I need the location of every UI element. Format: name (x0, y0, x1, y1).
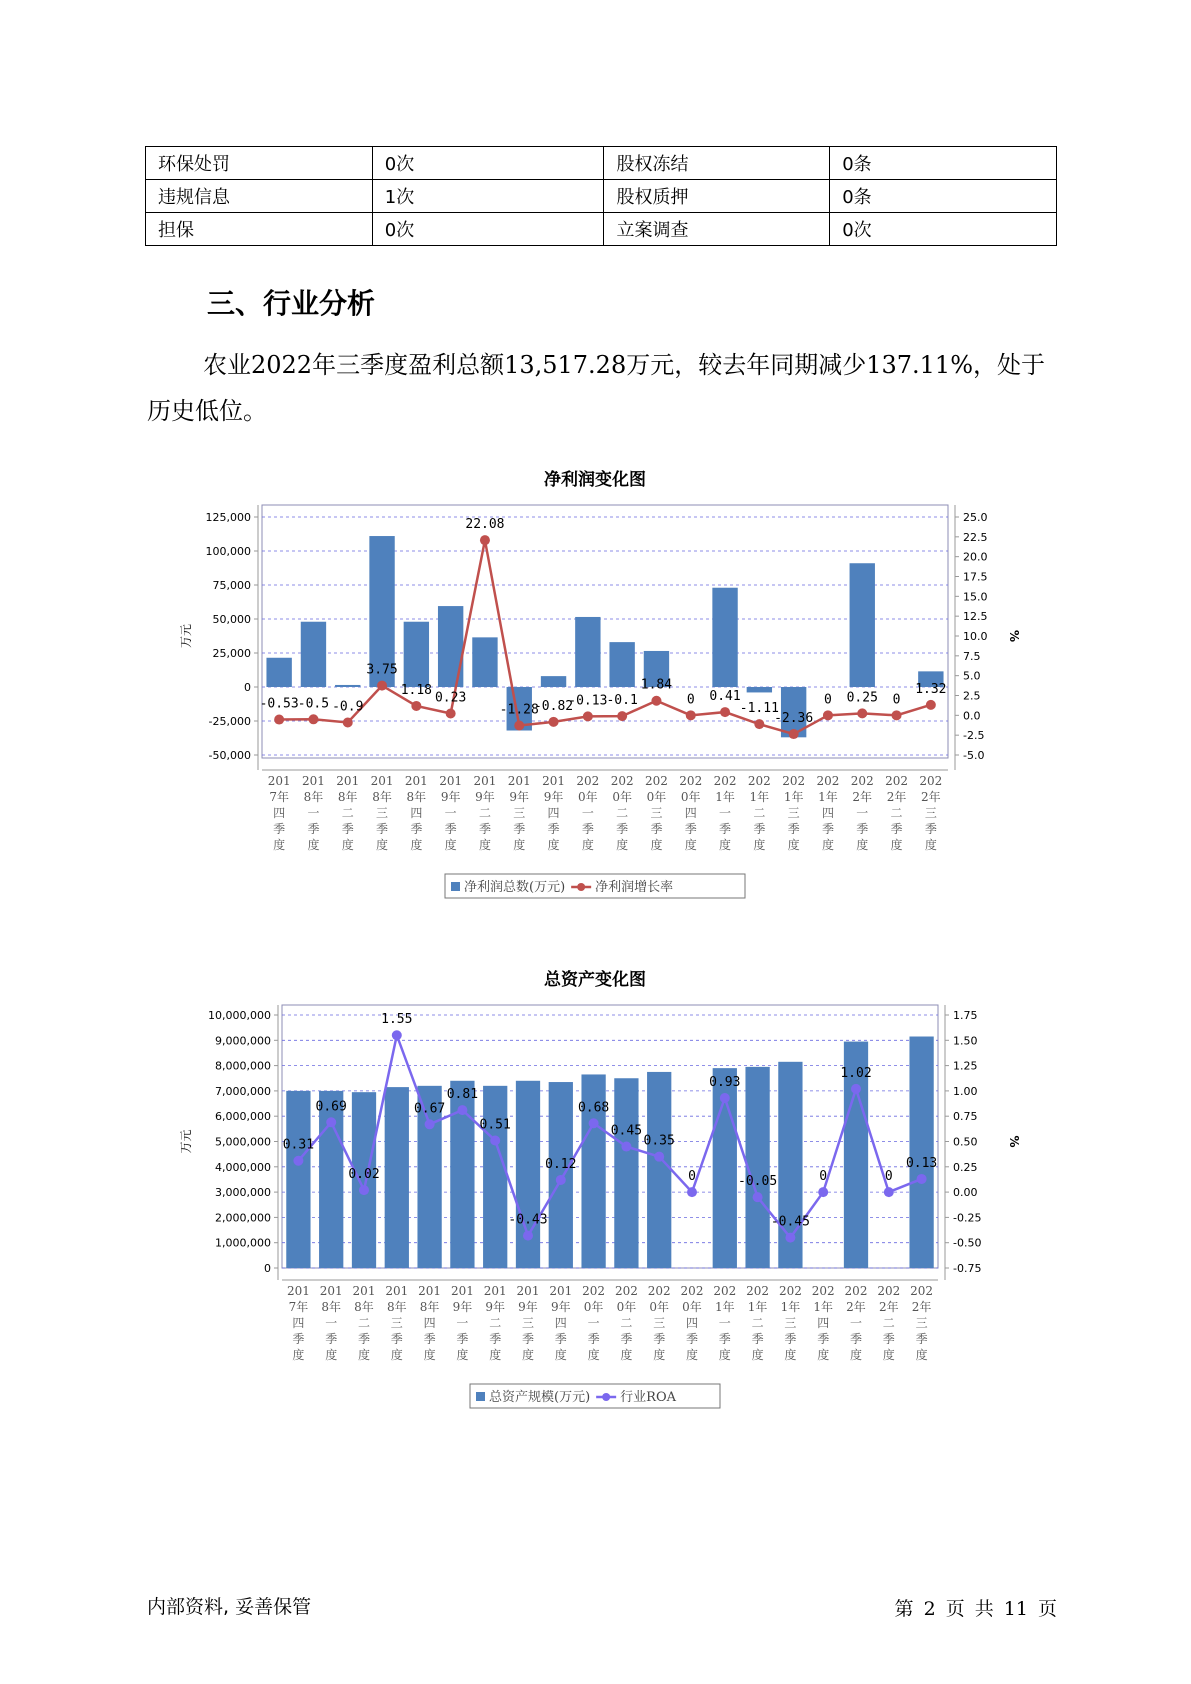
data-label: -2.36 (774, 711, 814, 727)
data-label: 1.32 (915, 681, 947, 697)
y2-tick-label: 0.00 (953, 1186, 978, 1200)
y2-tick-label: -2.5 (963, 729, 985, 743)
table-cell: 0条 (830, 147, 1057, 180)
y2-tick-label: 0.75 (953, 1110, 978, 1124)
line-point (326, 1117, 336, 1127)
line-point (926, 700, 936, 710)
x-tick-label: 202 2年一季度 (844, 1284, 868, 1362)
x-tick-label: 201 9年二季度 (473, 774, 497, 852)
data-label: 1.84 (640, 677, 673, 693)
table-cell: 0次 (830, 213, 1057, 246)
legend-swatch-bar (476, 1392, 485, 1401)
table-cell: 0条 (830, 180, 1057, 213)
line-point (851, 1084, 861, 1094)
total-assets-chart (0, 955, 1191, 1415)
y-tick-label: -25,000 (208, 715, 251, 728)
line-point (514, 720, 524, 730)
data-label: -0.05 (738, 1174, 778, 1190)
x-tick-label: 201 9年三季度 (516, 1284, 540, 1362)
x-tick-label: 202 1年二季度 (747, 774, 771, 852)
data-label: 1.55 (381, 1012, 413, 1028)
data-label: 0.31 (282, 1137, 315, 1153)
bar (647, 1072, 671, 1268)
table-cell: 担保 (146, 213, 373, 246)
table-cell: 0次 (372, 213, 604, 246)
y2-axis-title: % (1007, 1135, 1021, 1148)
data-label: 22.08 (465, 517, 505, 533)
x-tick-label: 202 0年三季度 (644, 774, 668, 852)
x-tick-label: 201 8年二季度 (352, 1284, 376, 1362)
y2-tick-label: 0.50 (953, 1135, 978, 1149)
y2-tick-label: 10.0 (963, 630, 988, 643)
data-label: -1.11 (739, 701, 779, 717)
line-point (917, 1174, 927, 1184)
line-point (480, 535, 490, 545)
table-cell: 股权冻结 (604, 147, 830, 180)
line-point (884, 1187, 894, 1197)
data-label: 0 (884, 1169, 893, 1185)
chart-title: 总资产变化图 (544, 970, 646, 990)
data-label: 0 (688, 1169, 696, 1185)
data-label: 1.18 (400, 682, 433, 698)
data-label: 0.67 (413, 1101, 446, 1117)
x-tick-label: 202 1年四季度 (811, 1284, 835, 1362)
data-label: 0.51 (479, 1117, 511, 1133)
y-tick-label: 0 (244, 681, 251, 694)
y-tick-label: 25,000 (212, 647, 251, 660)
y2-tick-label: -0.75 (953, 1262, 982, 1275)
x-tick-label: 201 8年三季度 (385, 1284, 409, 1362)
x-tick-label: 202 2年三季度 (910, 1284, 934, 1362)
bar (614, 1078, 638, 1268)
y-tick-label: -50,000 (208, 749, 251, 762)
line-point (549, 717, 559, 727)
y2-tick-label: 7.5 (963, 649, 981, 663)
risk-info-table (145, 146, 1057, 246)
line-point (621, 1142, 631, 1152)
chart-title: 净利润变化图 (544, 470, 646, 490)
y-axis-title: 万元 (179, 623, 193, 649)
bar (909, 1037, 933, 1268)
y2-tick-label: 1.50 (953, 1034, 978, 1048)
x-tick-label: 202 1年二季度 (746, 1284, 770, 1362)
bar (483, 1086, 507, 1268)
x-tick-label: 202 1年一季度 (713, 1284, 737, 1362)
y2-tick-label: 17.5 (963, 570, 988, 584)
bar (335, 685, 360, 687)
line-point (589, 1118, 599, 1128)
footer-page-number: 第 2 页 共 11 页 (894, 1598, 1057, 1620)
y2-tick-label: 25.0 (963, 511, 988, 524)
bar (609, 642, 634, 687)
legend-swatch-point (577, 883, 585, 891)
x-tick-label: 201 8年一季度 (301, 774, 325, 852)
y-tick-label: 9,000,000 (215, 1034, 271, 1048)
data-label: 1.02 (840, 1065, 872, 1081)
table-cell: 违规信息 (146, 180, 373, 213)
table-row (146, 213, 1057, 246)
x-tick-label: 201 7年四季度 (286, 1284, 310, 1362)
data-label: -0.5 (297, 696, 330, 712)
line-point (556, 1175, 566, 1185)
line-point (654, 1152, 664, 1162)
x-tick-label: 202 1年四季度 (816, 774, 840, 852)
analysis-paragraph: 农业2022年三季度盈利总额13,517.28万元，较去年同期减少137.11%，处于历史低位。 (147, 351, 1046, 425)
bar (745, 1067, 769, 1268)
y2-tick-label: 1.25 (953, 1059, 978, 1073)
line-point (823, 710, 833, 720)
table-cell: 环保处罚 (146, 147, 373, 180)
line-point (411, 701, 421, 711)
y-tick-label: 50,000 (212, 613, 251, 626)
y-tick-label: 75,000 (212, 579, 251, 592)
y2-tick-label: -0.50 (953, 1236, 982, 1250)
y-tick-label: 10,000,000 (208, 1009, 271, 1022)
data-label: 0.93 (709, 1074, 741, 1090)
x-tick-label: 202 0年一季度 (576, 774, 600, 852)
legend-label: 净利润总数(万元) (464, 880, 566, 895)
x-tick-label: 202 1年三季度 (778, 1284, 802, 1362)
x-tick-label: 201 7年四季度 (267, 774, 291, 852)
x-tick-label: 201 9年一季度 (450, 1284, 474, 1362)
footer-confidential-note: 内部资料, 妥善保管 (147, 1596, 312, 1618)
x-tick-label: 202 2年二季度 (885, 774, 909, 852)
data-label: 0.02 (348, 1167, 380, 1183)
plot-area (259, 505, 948, 758)
x-tick-label: 202 0年三季度 (647, 1284, 671, 1362)
y2-tick-label: -0.25 (953, 1211, 982, 1225)
data-label: 0.35 (643, 1133, 675, 1149)
y-tick-label: 5,000,000 (215, 1135, 271, 1149)
y2-tick-label: 12.5 (963, 610, 988, 624)
bar (404, 622, 429, 687)
line-point (392, 1030, 402, 1040)
data-label: -0.82 (533, 698, 574, 714)
line-point (343, 717, 353, 727)
data-label: 0 (824, 692, 832, 708)
x-tick-label: 202 2年一季度 (850, 774, 874, 852)
data-label: 0 (819, 1169, 828, 1185)
bar (266, 658, 291, 687)
data-label: -0.1 (606, 693, 638, 709)
y2-tick-label: -5.0 (963, 749, 985, 762)
line-point (523, 1231, 533, 1241)
data-label: -0.13 (568, 693, 608, 709)
data-label: 0.69 (315, 1099, 347, 1115)
line-point (377, 681, 387, 691)
line-point (274, 715, 284, 725)
y-tick-label: 1,000,000 (215, 1236, 271, 1250)
x-tick-label: 201 8年二季度 (336, 774, 360, 852)
table-row (146, 147, 1057, 180)
line-point (425, 1119, 435, 1129)
y2-tick-label: 22.5 (963, 530, 988, 544)
line-point (687, 1187, 697, 1197)
line-point (490, 1135, 500, 1145)
legend-label: 行业ROA (620, 1390, 676, 1405)
net-profit-chart-svg (0, 455, 1191, 915)
data-label: 0.45 (610, 1123, 643, 1139)
y2-tick-label: 2.5 (963, 689, 981, 703)
x-tick-label: 202 0年四季度 (680, 1284, 704, 1362)
line-point (818, 1187, 828, 1197)
y2-tick-label: 1.00 (953, 1084, 978, 1098)
y2-tick-label: 0.25 (953, 1160, 978, 1174)
y-tick-label: 8,000,000 (215, 1059, 271, 1073)
data-label: -0.45 (770, 1214, 810, 1230)
line-point (720, 707, 730, 717)
y-tick-label: 7,000,000 (215, 1084, 271, 1098)
x-tick-label: 202 0年一季度 (582, 1284, 606, 1362)
line-point (686, 710, 696, 720)
y2-tick-label: 5.0 (963, 669, 981, 683)
line-point (753, 1192, 763, 1202)
total-assets-chart-svg (0, 955, 1191, 1415)
line-point (457, 1105, 467, 1115)
bar (541, 676, 566, 687)
data-label: 0.12 (545, 1156, 577, 1172)
x-tick-label: 202 0年二季度 (610, 774, 634, 852)
data-label: 0 (892, 692, 901, 708)
line-point (789, 729, 799, 739)
data-label: 0.41 (709, 689, 741, 705)
line-point (359, 1185, 369, 1195)
x-tick-label: 202 0年四季度 (679, 774, 703, 852)
data-label: -0.9 (332, 699, 364, 715)
bar (301, 622, 326, 687)
line-point (892, 710, 902, 720)
y2-tick-label: 1.75 (953, 1009, 978, 1022)
bar (472, 637, 497, 687)
net-profit-chart (0, 455, 1191, 915)
line-point (857, 708, 867, 718)
table-cell: 0次 (372, 147, 604, 180)
data-label: 0.13 (905, 1155, 938, 1171)
legend-swatch-bar (451, 882, 460, 891)
x-tick-label: 202 0年二季度 (614, 1284, 638, 1362)
line-point (720, 1093, 730, 1103)
data-label: 0.25 (846, 690, 878, 706)
legend-swatch-point (602, 1393, 610, 1401)
y-tick-label: 125,000 (205, 511, 251, 524)
line-point (754, 719, 764, 729)
bar (850, 563, 875, 687)
data-label: -1.28 (499, 702, 539, 718)
y-tick-label: 2,000,000 (215, 1211, 271, 1225)
y2-tick-label: 20.0 (963, 550, 988, 564)
table-cell: 立案调查 (604, 213, 830, 246)
line-point (651, 696, 661, 706)
x-tick-label: 201 8年三季度 (370, 774, 394, 852)
y-tick-label: 100,000 (205, 545, 251, 558)
bar (575, 617, 600, 687)
x-tick-label: 201 8年四季度 (404, 774, 428, 852)
x-tick-label: 201 9年二季度 (483, 1284, 507, 1362)
x-tick-label: 201 8年四季度 (418, 1284, 442, 1362)
line-point (583, 711, 593, 721)
x-tick-label: 202 2年二季度 (877, 1284, 901, 1362)
bar (712, 588, 737, 687)
y2-tick-label: 15.0 (963, 590, 988, 604)
x-tick-label: 201 8年一季度 (319, 1284, 343, 1362)
section-title: 三、行业分析 (207, 287, 376, 320)
y2-tick-label: 0.0 (963, 709, 981, 723)
line-point (617, 711, 627, 721)
table-cell: 1次 (372, 180, 604, 213)
y-tick-label: 0 (264, 1262, 271, 1275)
table-cell: 股权质押 (604, 180, 830, 213)
y-tick-label: 4,000,000 (215, 1160, 271, 1174)
bar (286, 1091, 310, 1268)
line-point (308, 714, 318, 724)
y-axis-title: 万元 (179, 1129, 193, 1154)
y2-axis-title: % (1007, 629, 1021, 643)
data-label: 3.75 (366, 662, 398, 678)
line-point (446, 709, 456, 719)
table-row (146, 180, 1057, 213)
data-label: 0 (686, 692, 695, 708)
line-point (293, 1156, 303, 1166)
x-tick-label: 201 9年一季度 (439, 774, 463, 852)
line-point (785, 1233, 795, 1243)
y-tick-label: 3,000,000 (215, 1186, 271, 1200)
data-label: 0.68 (577, 1100, 610, 1116)
legend-label: 净利润增长率 (595, 880, 674, 895)
x-tick-label: 201 9年三季度 (507, 774, 531, 852)
x-tick-label: 202 1年一季度 (713, 774, 737, 852)
data-label: 0.23 (434, 690, 467, 706)
x-tick-label: 202 1年三季度 (782, 774, 806, 852)
legend-label: 总资产规模(万元) (489, 1390, 591, 1405)
x-tick-label: 201 9年四季度 (542, 774, 566, 852)
data-label: 0.81 (446, 1087, 479, 1103)
x-tick-label: 202 2年三季度 (919, 774, 943, 852)
data-label: -0.53 (259, 696, 299, 712)
x-tick-label: 201 9年四季度 (549, 1284, 573, 1362)
data-label: -0.43 (508, 1212, 548, 1228)
bar (385, 1087, 409, 1268)
bar (747, 687, 772, 692)
y-tick-label: 6,000,000 (215, 1110, 271, 1124)
